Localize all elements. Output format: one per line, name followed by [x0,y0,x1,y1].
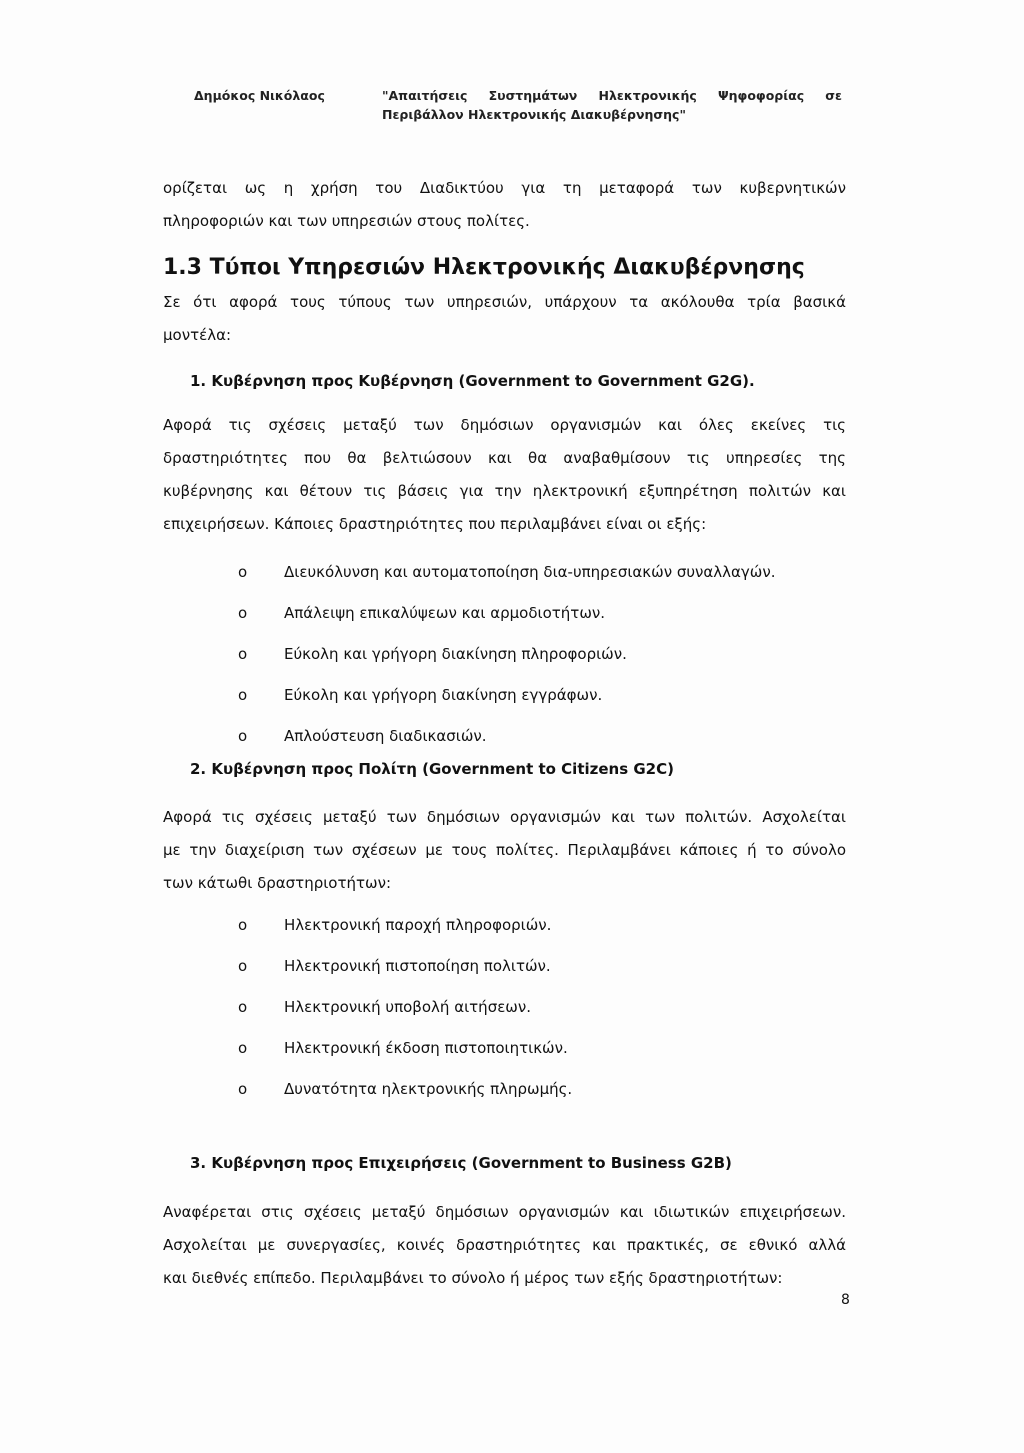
list-item-text: Ηλεκτρονική πιστοποίηση πολιτών. [284,957,551,975]
text-line: πληροφοριών και των υπηρεσιών στους πολίτες. [163,212,530,230]
g2b-heading: 3. Κυβέρνηση προς Επιχειρήσεις (Government to Business G2B) [190,1154,732,1172]
g2g-paragraph [163,409,846,541]
bullet-marker: o [238,563,248,581]
list-item-text: Ηλεκτρονική έκδοση πιστοποιητικών. [284,1039,568,1057]
text-line: ορίζεται ως η χρήση του Διαδικτύου για τη μεταφορά των κυβερνητικών [163,179,846,197]
bullet-marker: o [238,957,248,975]
text-line: Σε ότι αφορά τους τύπους των υπηρεσιών, υπάρχουν τα ακόλουθα τρία βασικά [163,293,846,311]
text-line: Αναφέρεται στις σχέσεις μεταξύ δημόσιων οργανισμών και ιδιωτικών επιχειρήσεων. [163,1203,846,1221]
list-item-text: Εύκολη και γρήγορη διακίνηση πληροφοριών. [284,645,627,663]
text-line: με την διαχείριση των σχέσεων με τους πολίτες. Περιλαμβάνει κάποιες ή το σύνολο [163,841,846,859]
list-item-text: Εύκολη και γρήγορη διακίνηση εγγράφων. [284,686,603,704]
bullet-marker: o [238,916,248,934]
header-title: "Απαιτήσεις Συστημάτων Ηλεκτρονικής Ψηφοφορίας σε Περιβάλλον Ηλεκτρονικής Διακυβέρνησης" [382,88,842,122]
text-line: κυβέρνησης και θέτουν τις βάσεις για την ηλεκτρονική εξυπηρέτηση πολιτών και [163,482,846,500]
list-item-text: Ηλεκτρονική υποβολή αιτήσεων. [284,998,532,1016]
list-item-text: Απάλειψη επικαλύψεων και αρμοδιοτήτων. [284,604,606,622]
text-line: δραστηριότητες που θα βελτιώσουν και θα αναβαθμίσουν τις υπηρεσίες της [163,449,846,467]
bullet-marker: o [238,686,248,704]
text-line: Αφορά τις σχέσεις μεταξύ των δημόσιων οργανισμών και των πολιτών. Ασχολείται [163,808,846,826]
section-heading: 1.3 Τύποι Υπηρεσιών Ηλεκτρονικής Διακυβέρνησης [163,255,805,280]
bullet-marker: o [238,604,248,622]
g2g-heading: 1. Κυβέρνηση προς Κυβέρνηση (Government to Government G2G). [190,372,755,390]
bullet-marker: o [238,727,248,745]
bullet-marker: o [238,998,248,1016]
bullet-marker: o [238,645,248,663]
list-item-text: Ηλεκτρονική παροχή πληροφοριών. [284,916,552,934]
text-line: Αφορά τις σχέσεις μεταξύ των δημόσιων οργανισμών και όλες εκείνες τις [163,416,846,434]
list-item-text: Διευκόλυνση και αυτοματοποίηση δια-υπηρεσιακών συναλλαγών. [284,563,776,581]
bullet-marker: o [238,1039,248,1057]
g2c-heading: 2. Κυβέρνηση προς Πολίτη (Government to Citizens G2C) [190,760,674,778]
header-author: Δημόκος Νικόλαος [194,88,325,103]
text-line: μοντέλα: [163,326,232,344]
text-line: Ασχολείται με συνεργασίες, κοινές δραστηριότητες και πρακτικές, σε εθνικό αλλά [163,1236,846,1254]
g2b-paragraph [163,1196,846,1295]
section-lead-paragraph [163,286,846,352]
list-item-text: Δυνατότητα ηλεκτρονικής πληρωμής. [284,1080,573,1098]
text-line: επιχειρήσεων. Κάποιες δραστηριότητες που περιλαμβάνει είναι οι εξής: [163,515,707,533]
list-item-text: Απλούστευση διαδικασιών. [284,727,487,745]
g2c-paragraph [163,801,846,900]
text-line: των κάτωθι δραστηριοτήτων: [163,874,392,892]
text-line: και διεθνές επίπεδο. Περιλαμβάνει το σύνολο ή μέρος των εξής δραστηριοτήτων: [163,1269,783,1287]
page-number: 8 [841,1292,850,1308]
intro-paragraph [163,172,846,238]
bullet-marker: o [238,1080,248,1098]
